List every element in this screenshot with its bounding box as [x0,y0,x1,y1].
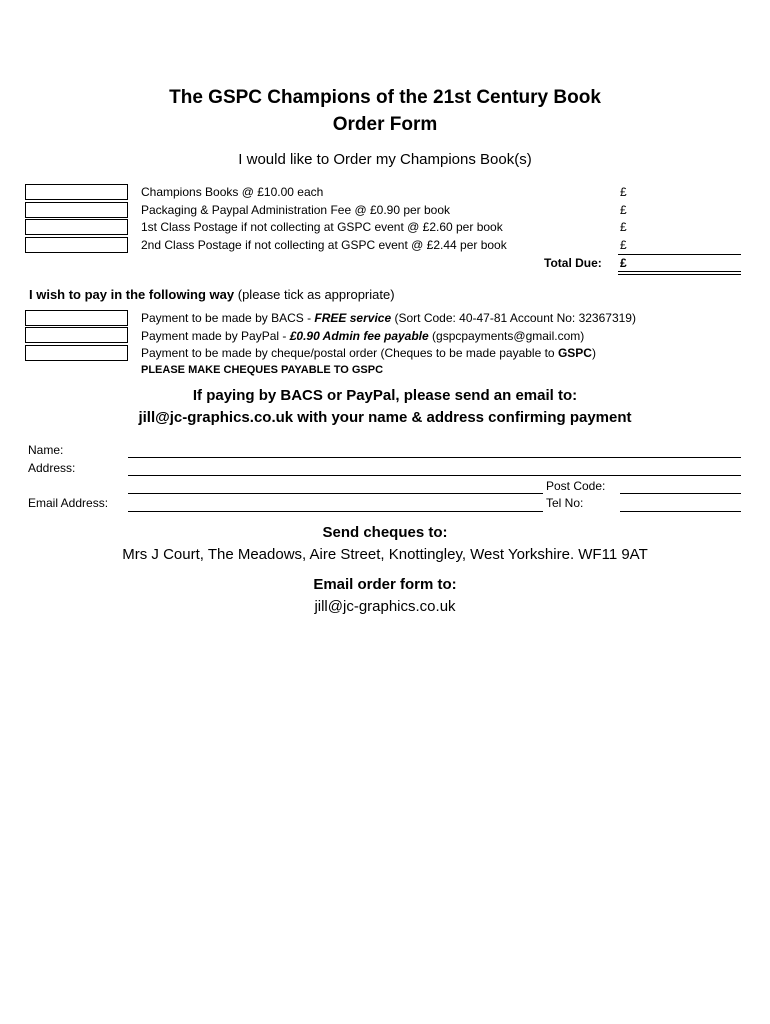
currency-symbol: £ [620,185,627,199]
form-title-line1: The GSPC Champions of the 21st Century Book [169,87,601,108]
total-double-underline [618,271,741,275]
payment-heading-note: (please tick as appropriate) [237,287,395,302]
quantity-box-second-class[interactable] [25,237,128,253]
amount-underline [618,254,741,255]
order-item-label: 1st Class Postage if not collecting at GSPC event @ £2.60 per book [141,220,503,234]
name-label: Name: [28,443,64,457]
payment-option-bacs: Payment to be made by BACS - FREE service (Sort Code: 40-47-81 Account No: 32367319) [141,311,636,325]
order-item-label: Champions Books @ £10.00 each [141,185,324,199]
currency-symbol: £ [620,203,627,217]
postcode-field[interactable] [620,493,741,494]
form-title-line2: Order Form [332,114,438,135]
total-currency-symbol: £ [620,256,627,270]
order-item-label: Packaging & Paypal Administration Fee @ £0.90 per book [141,203,451,217]
tel-field[interactable] [620,511,741,512]
email-address-label: Email Address: [28,496,109,510]
postcode-label: Post Code: [546,479,606,493]
cheques-heading: Send cheques to: [322,524,448,541]
total-due-label: Total Due: [544,256,602,270]
payment-heading [29,287,395,302]
payment-heading-bold: I wish to pay in the following way [29,287,235,302]
postal-address: Mrs J Court, The Meadows, Aire Street, Knottingley, West Yorkshire. WF11 9AT [122,546,648,563]
email-notice-line2: jill@jc-graphics.co.uk with your name & address confirming payment [138,409,632,426]
email-order-heading: Email order form to: [313,576,457,593]
quantity-box-first-class[interactable] [25,219,128,235]
payment-tick-paypal[interactable] [25,327,128,343]
order-item-label: 2nd Class Postage if not collecting at GSPC event @ £2.44 per book [141,238,507,252]
order-email-address: jill@jc-graphics.co.uk [314,598,456,615]
email-address-field[interactable] [128,511,543,512]
name-field[interactable] [128,457,741,458]
address-label: Address: [28,461,76,475]
address-field-line2[interactable] [128,493,543,494]
quantity-box-books[interactable] [25,184,128,200]
payment-option-cheque: Payment to be made by cheque/postal order (Cheques to be made payable to GSPC) [141,346,596,360]
currency-symbol: £ [620,220,627,234]
quantity-box-packaging[interactable] [25,202,128,218]
payment-tick-bacs[interactable] [25,310,128,326]
address-field-line1[interactable] [128,475,741,476]
payment-tick-cheque[interactable] [25,345,128,361]
payment-option-paypal: Payment made by PayPal - £0.90 Admin fee payable (gspcpayments@gmail.com) [141,329,585,343]
currency-symbol: £ [620,238,627,252]
email-notice-line1: If paying by BACS or PayPal, please send an email to: [192,387,578,404]
tel-label: Tel No: [546,496,584,510]
cheque-payable-note: PLEASE MAKE CHEQUES PAYABLE TO GSPC [141,364,384,376]
form-subtitle: I would like to Order my Champions Book(s) [238,151,532,168]
